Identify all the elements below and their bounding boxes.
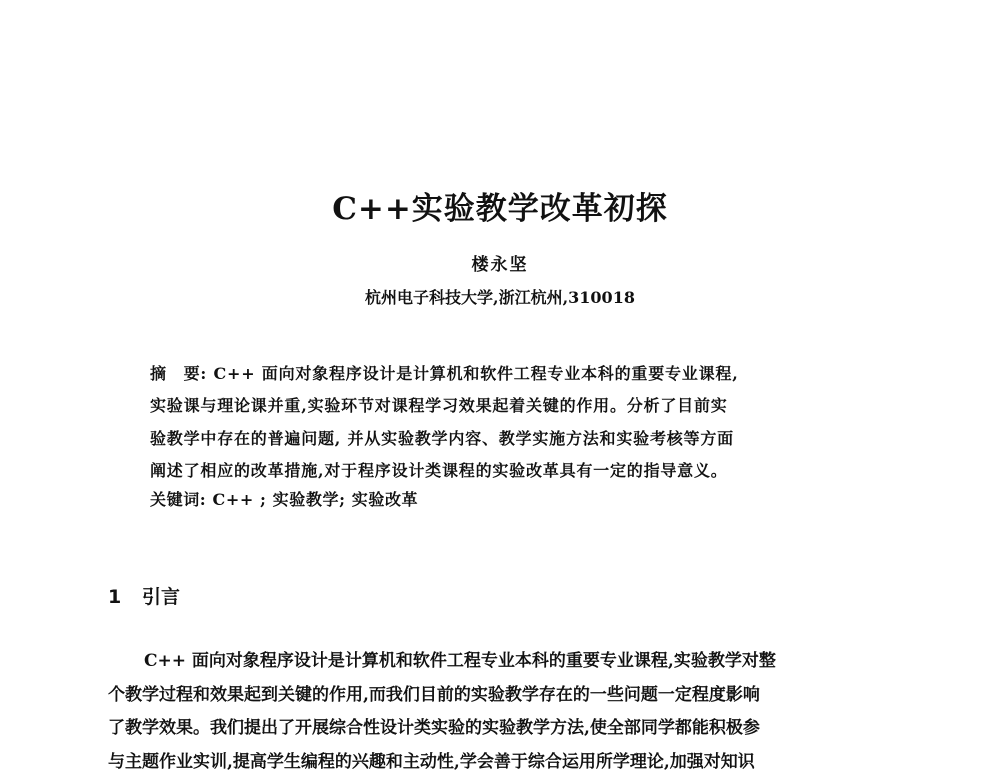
keywords-label: 关键词: <box>150 490 206 509</box>
section-title: 引言 <box>142 586 180 608</box>
author-name: 楼永坚 <box>0 250 1000 275</box>
paper-title: C++实验教学改革初探 <box>0 183 1000 228</box>
keywords-line <box>150 487 418 510</box>
body-line: 与主题作业实训,提高学生编程的兴趣和主动性,学会善于综合运用所学理论,加强对知识 <box>108 746 898 779</box>
keywords-text: C++ ; 实验教学; 实验改革 <box>206 490 418 509</box>
abstract-line: 阐述了相应的改革措施,对于程序设计类课程的实验改革具有一定的指导意义。 <box>150 455 870 487</box>
abstract-label: 摘 要: <box>150 364 207 383</box>
author-affiliation: 杭州电子科技大学,浙江杭州,310018 <box>0 285 1000 308</box>
section-body <box>108 645 898 779</box>
body-line: 了教学效果。我们提出了开展综合性设计类实验的实验教学方法,使全部同学都能积极参 <box>108 712 898 746</box>
section-number: 1 <box>108 586 142 608</box>
abstract-line-text: C++ 面向对象程序设计是计算机和软件工程专业本科的重要专业课程, <box>207 364 738 383</box>
body-line: 个教学过程和效果起到关键的作用,而我们目前的实验教学存在的一些问题一定程度影响 <box>108 679 898 713</box>
abstract-line: 实验课与理论课并重,实验环节对课程学习效果起着关键的作用。分析了目前实 <box>150 390 870 422</box>
body-line: C++ 面向对象程序设计是计算机和软件工程专业本科的重要专业课程,实验教学对整 <box>108 645 898 679</box>
abstract-line: 验教学中存在的普遍问题, 并从实验教学内容、教学实施方法和实验考核等方面 <box>150 423 870 455</box>
abstract-line <box>150 358 870 390</box>
section-heading <box>108 582 180 609</box>
abstract-block <box>150 358 870 487</box>
